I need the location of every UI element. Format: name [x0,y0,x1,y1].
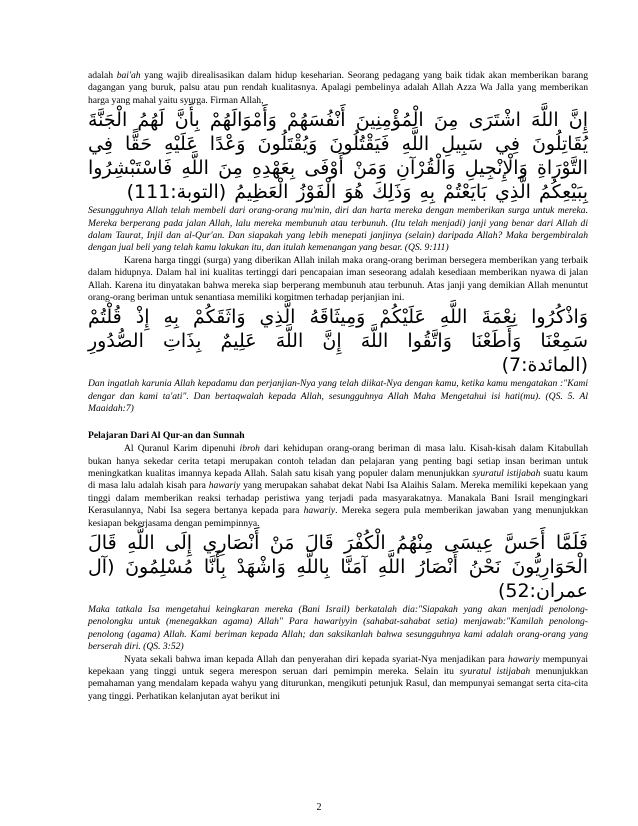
paragraph-4 [88,654,588,704]
arabic-verse-al-maidah-7: وَاذْكُرُوا نِعْمَةَ اللَّهِ عَلَيْكُمْ وَمِيثَاقَهُ الَّذِي وَاثَقَكُمْ بِهِ إِذْ قُلْتُمْ سَمِعْنَا وَأَطَعْنَا وَاتَّقُوا اللَّهَ إِنَّ اللَّهَ عَلِيمٌ بِذَاتِ الصُّدُورِ (المائدة:7) [88,306,588,377]
text-run: Nyata sekali bahwa iman kepada Allah dan penyerahan diri kepada syariat-Nya menjadikan para [124,653,509,665]
arabic-verse-at-taubah-111: إِنَّ اللَّهَ اشْتَرَى مِنَ الْمُؤْمِنِينَ أَنْفُسَهُمْ وَأَمْوَالَهُمْ بِأَنَّ لَهُمُ الْجَنَّةَ يُقَاتِلُونَ فِي سَبِيلِ اللَّهِ فَيَقْتُلُونَ وَيُقْتَلُونَ وَعْدًا عَلَيْهِ حَقًّا فِي التَّوْرَاةِ وَالْإِنْجِيلِ وَالْقُرْآنِ وَمَنْ أَوْفَى بِعَهْدِهِ مِنَ اللَّهِ فَاسْتَبْشِرُوا بِبَيْعِكُمُ الَّذِي بَايَعْتُمْ بِهِ وَذَلِكَ هُوَ الْفَوْزُ الْعَظِيمُ (التوبة:111) [88,109,588,204]
section-heading: Pelajaran Dari Al Qur-an dan Sunnah [88,429,245,441]
italic-term: hawariy [303,505,336,517]
arabic-verse-ali-imran-52: فَلَمَّا أَحَسَّ عِيسَى مِنْهُمُ الْكُفْرَ قَالَ مَنْ أَنْصَارِي إِلَى اللَّهِ قَالَ الْحَوَارِيُّونَ نَحْنُ أَنْصَارُ اللَّهِ آمَنَّا بِاللَّهِ وَاشْهَدْ بِأَنَّا مُسْلِمُونَ (آل عمران:52) [88,531,588,602]
text-run: menunjukkan pemahaman yang mendalam kepada wahyu yang diturunkan, mengikuti petunjuk Rasul, dan mempunyai semangat serta cita-cita yang tinggi. Perhatikan kelanjutan ayat berikut ini [88,665,588,702]
text-run: suatu kaum di masa lalu adalah kisah para [88,467,588,492]
text-run: Karena harga tinggi (surga) yang diberikan Allah inilah maka orang-orang beriman bersegera memberikan yang terbaik dalam hidupnya. Dalam hal ini kualitas tertinggi dari pencapaian iman seseorang adalah kesediaan memberikan nyawa di jalan Allah. Karena itu dinyatakan bahwa mereka siap berperang membunuh atau terbunuh. Atas janji yang demikian Allah menuntut orang-orang beriman untuk senantiasa memiliki komitmen terhadap perjanjian ini. [88,254,588,304]
text-run: mempunyai kepekaan yang tinggi untuk segera merespon seruan dari pemimpin mereka. Selain itu [88,653,588,677]
paragraph-3 [88,443,588,530]
translation-al-maidah-7: Dan ingatlah karunia Allah kepadamu dan perjanjian-Nya yang telah diikat-Nya dengan kamu, ketika kamu mengatakan :"Kami dengar dan kami ta'ati". Dan bertaqwalah kepada Allah, sesungguhnya Allah Maha Mengetahui isi hati(mu). (QS. 5. Al Maaidah:7) [88,378,588,415]
italic-term: hawariy [508,653,540,665]
text-run: . Mereka segera pula memberikan jawaban yang menunjukkan kesiapan bekerjasama dengan pemimpinnya. [88,505,588,529]
text-run: adalah [88,70,117,81]
translation-at-taubah-111: Sesungguhnya Allah telah membeli dari orang-orang mu'min, diri dan harta mereka dengan memberikan surga untuk mereka. Mereka berperang pada jalan Allah, lalu mereka membunuh atau terbunuh. (Itu telah menjadi) janji yang benar dari Allah di dalam Taurat, Injil dan al-Qur'an. Dan siapakah yang lebih menepati janjinya (selain) daripada Allah? Maka bergembiralah dengan jual beli yang telah kamu lakukan itu, dan itulah kemenangan yang besar. (QS. 9:111) [88,205,588,254]
text-run: Al Quranul Karim dipenuhi [124,443,240,455]
italic-term: syuratul istijabah [459,665,531,677]
translation-ali-imran-52: Maka tatkala Isa mengetahui keingkaran mereka (Bani Israil) berkatalah dia:"Siapakah yang akan menjadi penolong-penolongku untuk (menegakkan agama) Allah" Para hawariyyin (sahabat-sahabat setia) menjawab:"Kamilah penolong-penolong (agama) Allah. Kami beriman kepada Allah; dan saksikanlah bahwa sesungguhnya kami adalah orang-orang yang berserah diri. (QS. 3:52) [88,603,588,653]
paragraph-1 [88,70,588,107]
paragraph-2 [88,255,588,305]
italic-term: bai'ah [116,70,141,81]
text-run: dari kehidupan orang-orang beriman di masa lalu. Kisah-kisah dalam Kitabullah bukan hanya sekedar cerita tetapi merupakan contoh teladan dan pelajaran yang penting bagi setiap insan beriman untuk meningkatkan kualitas imannya kepada Allah. Salah satu kisah yang populer dalam menunjukkan [88,443,588,479]
page-number: 2 [316,802,322,813]
text-run: yang wajib direalisasikan dalam hidup keseharian. Seorang pedagang yang baik tidak akan memberikan barang dagangan yang buruk, palsu atau pun rendah kualitasnya. Apalagi pembelinya adalah Allah Azza Wa Jalla yang memberikan harga yang mahal yaitu syurga. Firman Allah, [88,70,588,106]
italic-term: ibroh [239,443,260,455]
text-run: yang merupakan sahabat dekat Nabi Isa Alaihis Salam. Mereka memiliki kepekaan yang tinggi dalam memberikan reaksi terhadap peristiwa yang terjadi pada masyarakatnya. Manakala Bani Israil mengingkari Kerasulannya, Nabi Isa segera bertanya kepada para [88,480,588,517]
italic-term: hawariy [208,480,241,492]
italic-term: syuratul istijabah [472,467,541,479]
